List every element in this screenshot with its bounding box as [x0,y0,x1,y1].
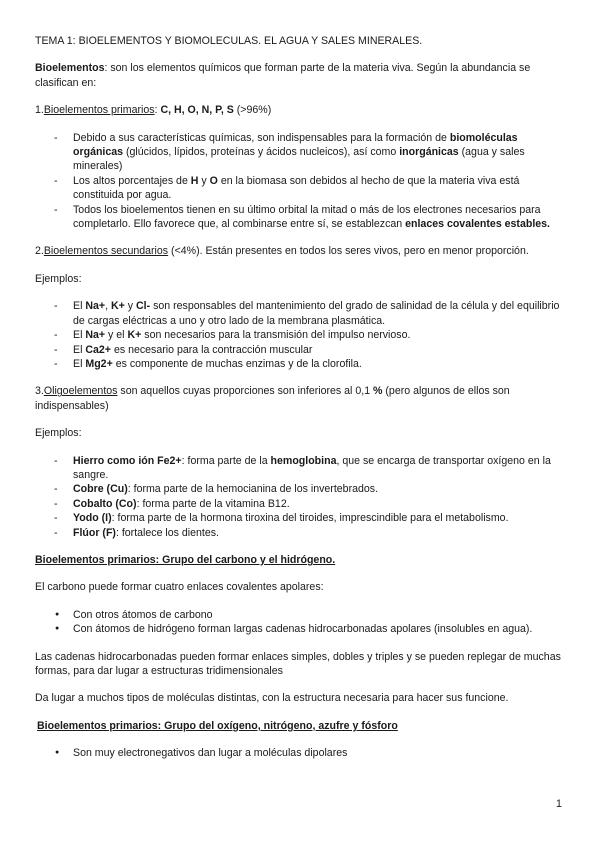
text: Todos los bioelementos tienen en su último orbital la mitad o más de los electrones necesarios para completarlo. Ello favorece que, al combinarse entre sí, se establezcan [73,203,541,231]
text: y [124,300,137,313]
secundarios-num: 2. [35,245,44,258]
oligo-label: Oligoelementos [43,385,118,398]
bold-text: Hierro como ión Fe2+ [73,454,182,467]
text: , que se encarga de transportar oxígeno en la sangre. [73,454,551,481]
bold-text: Cl- [136,300,151,313]
list-item [35,482,565,496]
primarios-colon: : [154,104,161,117]
bold-text: Cobre (Cu) [73,483,128,496]
oxigeno-heading-text: Bioelementos primarios: Grupo del oxígeno, nitrógeno, azufre y fósforo [37,719,398,732]
document-page [35,34,565,761]
list-item [35,454,565,483]
text: son necesarios para la transmisión del impulso nervioso. [141,329,411,342]
bold-text: K+ [127,329,142,342]
bold-text: O [209,174,218,187]
text: y el [105,329,128,342]
oligo-ejemplos: Ejemplos: [35,427,82,440]
intro-text: : son los elementos químicos que forman parte de la materia viva. Según la abundancia se clasifican en: [35,62,531,89]
secundarios-ejemplos: Ejemplos: [35,272,82,285]
list-item: ● Son muy electronegativos dan lugar a moléculas dipolares [35,746,565,760]
primarios-heading [35,103,565,117]
text: (agua y sales minerales) [73,146,525,173]
list-item: ● Con átomos de hidrógeno forman largas cadenas hidrocarbonadas apolares (insolubles en agua). [35,622,565,636]
secundarios-list [35,299,565,371]
text: Debido a sus características químicas, son indispensables para la formación de [73,131,450,144]
text: : forma parte de la hormona tiroxina del tiroides, imprescindible para el metabolismo. [111,512,509,525]
oligo-num: 3. [35,385,44,398]
oligo-heading [35,384,565,413]
primarios-pct: (>96%) [233,104,272,117]
text: : forma parte de la [181,454,271,467]
list-item [35,131,565,174]
list-item [35,174,565,203]
bold-text: hemoglobina [270,454,337,467]
bold-text: K+ [111,300,125,313]
list-item [35,497,565,511]
text: El [73,357,86,370]
list-item [35,343,565,357]
text: es necesario para la contracción muscular [111,343,313,356]
list-item [35,511,565,525]
carbono-intro: El carbono puede formar cuatro enlaces covalentes apolares: [35,581,324,594]
text: y [198,174,210,187]
document-title: TEMA 1: BIOELEMENTOS Y BIOMOLECULAS. EL AGUA Y SALES MINERALES. [35,35,423,47]
bold-text: Mg2+ [85,357,113,370]
text: Los altos porcentajes de [73,174,191,187]
bold-text: Ca2+ [85,343,111,356]
carbono-paragraph-2: Da lugar a muchos tipos de moléculas distintas, con la estructura necesaria para hacer sus funcione. [35,692,509,705]
secundarios-label: Bioelementos secundarios [43,245,169,258]
text: , [105,300,111,313]
text: : fortalece los dientes. [115,526,220,539]
bold-text: H [190,174,199,187]
bold-text: Na+ [85,329,106,342]
list-item [35,357,565,371]
oligo-text: son aquellos cuyas proporciones son inferiores al 0,1 [117,385,374,398]
bold-text: Flúor (F) [73,526,116,539]
primarios-elements: C, H, O, N, P, S [160,104,234,117]
text: en la biomasa son debidos al hecho de que la materia viva está constituida por agua. [73,174,520,202]
intro-term: Bioelementos [35,62,105,75]
oligo-list [35,454,565,540]
list-item: ● Con otros átomos de carbono [35,608,565,622]
text: (glúcidos, lípidos, proteínas y ácidos nucleicos), así como [123,146,400,159]
secundarios-text: (<4%). Están presentes en todos los seres vivos, pero en menor proporción. [168,245,529,258]
text: son responsables del mantenimiento del grado de salinidad de la célula y del equilibrio de cargas eléctricas a uno y otro lado de la membrana plasmática. [73,300,560,327]
carbono-list [35,608,565,637]
text: El [73,329,86,342]
carbono-heading [35,553,565,567]
page-number: 1 [556,798,562,810]
text: : forma parte de la vitamina B12. [136,497,290,510]
carbono-paragraph-1: Las cadenas hidrocarbonadas pueden formar enlaces simples, dobles y triples y se pueden replegar de muchas formas, para dar lugar a estructuras tridimensionales [35,650,561,677]
oligo-text2: (pero algunos de ellos son indispensables) [35,385,510,412]
bold-text: Na+ [85,300,106,313]
intro-paragraph [35,61,565,90]
secundarios-heading [35,244,565,258]
primarios-num: 1. [35,104,44,117]
bold-text: Yodo (I) [73,512,112,525]
bold-text: enlaces covalentes estables. [405,218,550,231]
bold-text: Cobalto (Co) [73,497,137,510]
text: El [73,343,86,356]
oxigeno-heading [35,719,565,733]
list-item [35,526,565,540]
oligo-pct: % [373,385,383,398]
text: : forma parte de la hemocianina de los invertebrados. [127,483,379,496]
text: El [73,300,86,313]
list-item [35,299,565,328]
primarios-label: Bioelementos primarios [43,104,155,117]
list-item [35,203,565,232]
oxigeno-list [35,746,565,760]
bold-text: biomoléculas orgánicas [73,131,518,159]
carbono-heading-text: Bioelementos primarios: Grupo del carbono y el hidrógeno. [35,553,336,566]
text: es componente de muchas enzimas y de la clorofila. [112,357,362,370]
bold-text: inorgánicas [399,146,459,159]
primarios-list [35,131,565,232]
list-item [35,328,565,342]
